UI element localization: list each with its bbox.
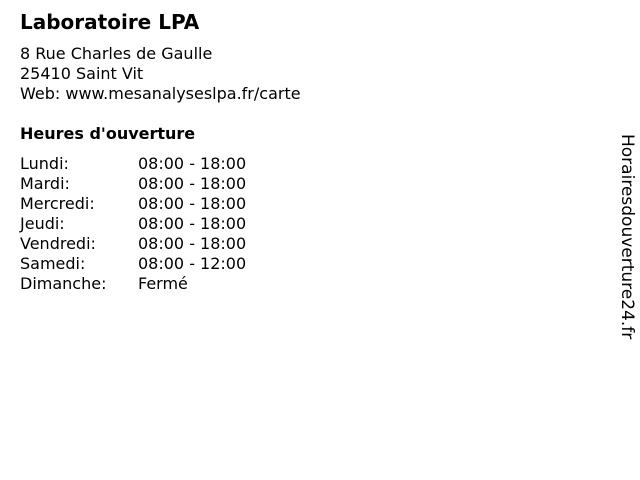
address-city: 25410 Saint Vit: [20, 64, 144, 83]
website-link[interactable]: Web: www.mesanalyseslpa.fr/carte: [20, 84, 301, 103]
site-watermark: Horairesdouverture24.fr: [617, 134, 637, 340]
hours-row-thursday: [20, 214, 320, 234]
time-value: 08:00 - 18:00: [138, 234, 247, 253]
day-label: Lundi:: [20, 154, 69, 173]
day-label: Jeudi:: [20, 214, 65, 233]
hours-row-tuesday: [20, 174, 320, 194]
business-name: Laboratoire LPA: [20, 10, 200, 34]
hours-row-wednesday: [20, 194, 320, 214]
day-label: Mercredi:: [20, 194, 95, 213]
hours-list: [20, 154, 320, 294]
day-label: Dimanche:: [20, 274, 107, 293]
hours-row-monday: [20, 154, 320, 174]
time-value: Fermé: [138, 274, 188, 293]
day-label: Mardi:: [20, 174, 70, 193]
time-value: 08:00 - 18:00: [138, 214, 247, 233]
hours-row-saturday: [20, 254, 320, 274]
time-value: 08:00 - 18:00: [138, 154, 247, 173]
time-value: 08:00 - 12:00: [138, 254, 247, 273]
time-value: 08:00 - 18:00: [138, 194, 247, 213]
time-value: 08:00 - 18:00: [138, 174, 247, 193]
hours-heading: Heures d'ouverture: [20, 124, 196, 143]
hours-row-sunday: [20, 274, 320, 294]
day-label: Vendredi:: [20, 234, 96, 253]
hours-row-friday: [20, 234, 320, 254]
business-address: [20, 44, 301, 104]
address-street: 8 Rue Charles de Gaulle: [20, 44, 213, 63]
day-label: Samedi:: [20, 254, 86, 273]
